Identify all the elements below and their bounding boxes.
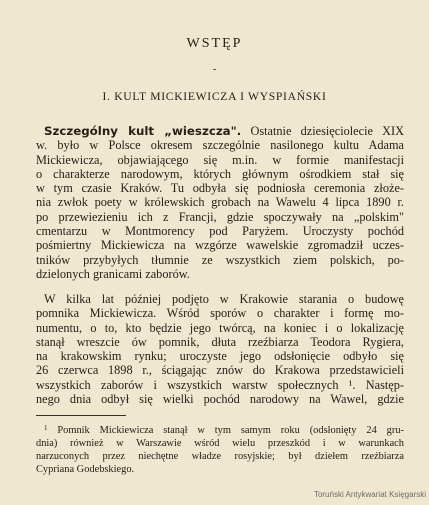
text-line: pomnika Mickiewicza. Wśród sporów o charakter i formę mo- [36,306,404,321]
footnote-divider [36,415,126,416]
text-line: dnia) również w Warszawie wśród wielu przeszkód i w warunkach [36,438,404,449]
footnote [36,424,404,476]
watermark: Toruński Antykwariat Księgarski [313,490,426,499]
paragraph-1 [36,124,404,281]
text-line: W kilka lat później podjęto w Krakowie starania o budowę [44,292,404,306]
text-line: w tym czasie Kraków. Tu odbyła się podniosła ceremonia złoże- [36,181,404,196]
footnote-marker: 1 [44,424,48,432]
text-line: Mickiewicza, objawiającego się m.in. w formie manifestacji [36,152,404,167]
text-line: narzuconych przez niechętne władze rosyjskie; był dziełem rzeźbiarza [36,451,404,462]
text-line: $^1$ Pomnik Mickiewicza stanął w tym samym roku (odsłonięty 24 gru- [44,424,404,436]
text-line: stanął wreszcie ów pomnik, dłuta rzeźbiarza Teodora Rygiera, [36,334,404,349]
text-line: numentu, o to, kto będzie jego twórcą, na koniec i o lokalizację [36,320,404,335]
text-line: 26 czerwca 1898 r., ściągając znów do Krakowa przedstawicieli [36,363,404,378]
text-line: Cypriana Godebskiego. [36,464,135,475]
text-line: nego dnia odbył się wielki pochód narodowy na Wawel, gdzie [36,392,404,407]
paragraph-lead: Szczególny kult „wieszcza". [44,124,242,138]
text-line: dzielonych granicami zaborów. [36,266,190,281]
heading-dash: - [212,64,217,75]
text-line: o charakterze narodowym, których głównym ośrodkiem stał się [36,166,404,181]
chapter-heading: WSTĘP [186,36,243,51]
text-line: Szczególny kult „wieszcza". Ostatnie dziesięciolecie XIX [44,124,404,138]
text-line: cmentarzu w Montmorency pod Paryżem. Uroczysty pochód [36,224,404,239]
text-line: po przewiezieniu ich z Francji, gdzie spoczywały na „polskim" [36,209,404,224]
text-line: pośmiertny Mickiewicza na wzgórze wawelskie zgromadził uczes- [36,238,404,253]
text-line: w. było w Polsce okresem szczególnie nasilonego kultu Adama [36,138,404,153]
section-heading: I. KULT MICKIEWICZA I WYSPIAŃSKI [102,90,327,103]
text-line: wszystkich zaborów i wszystkich warstw społecznych ¹. Następ- [36,377,404,392]
paragraph-2 [36,292,404,406]
text-line: na krakowskim rynku; uroczyste jego odsłonięcie odbyło się [36,349,404,364]
text-line: nia zwłok poety w królewskich grobach na Wawelu 4 lipca 1890 r. [36,195,404,210]
text-line: tników przybyłych tłumnie ze wszystkich ziem polskich, po- [36,252,404,267]
